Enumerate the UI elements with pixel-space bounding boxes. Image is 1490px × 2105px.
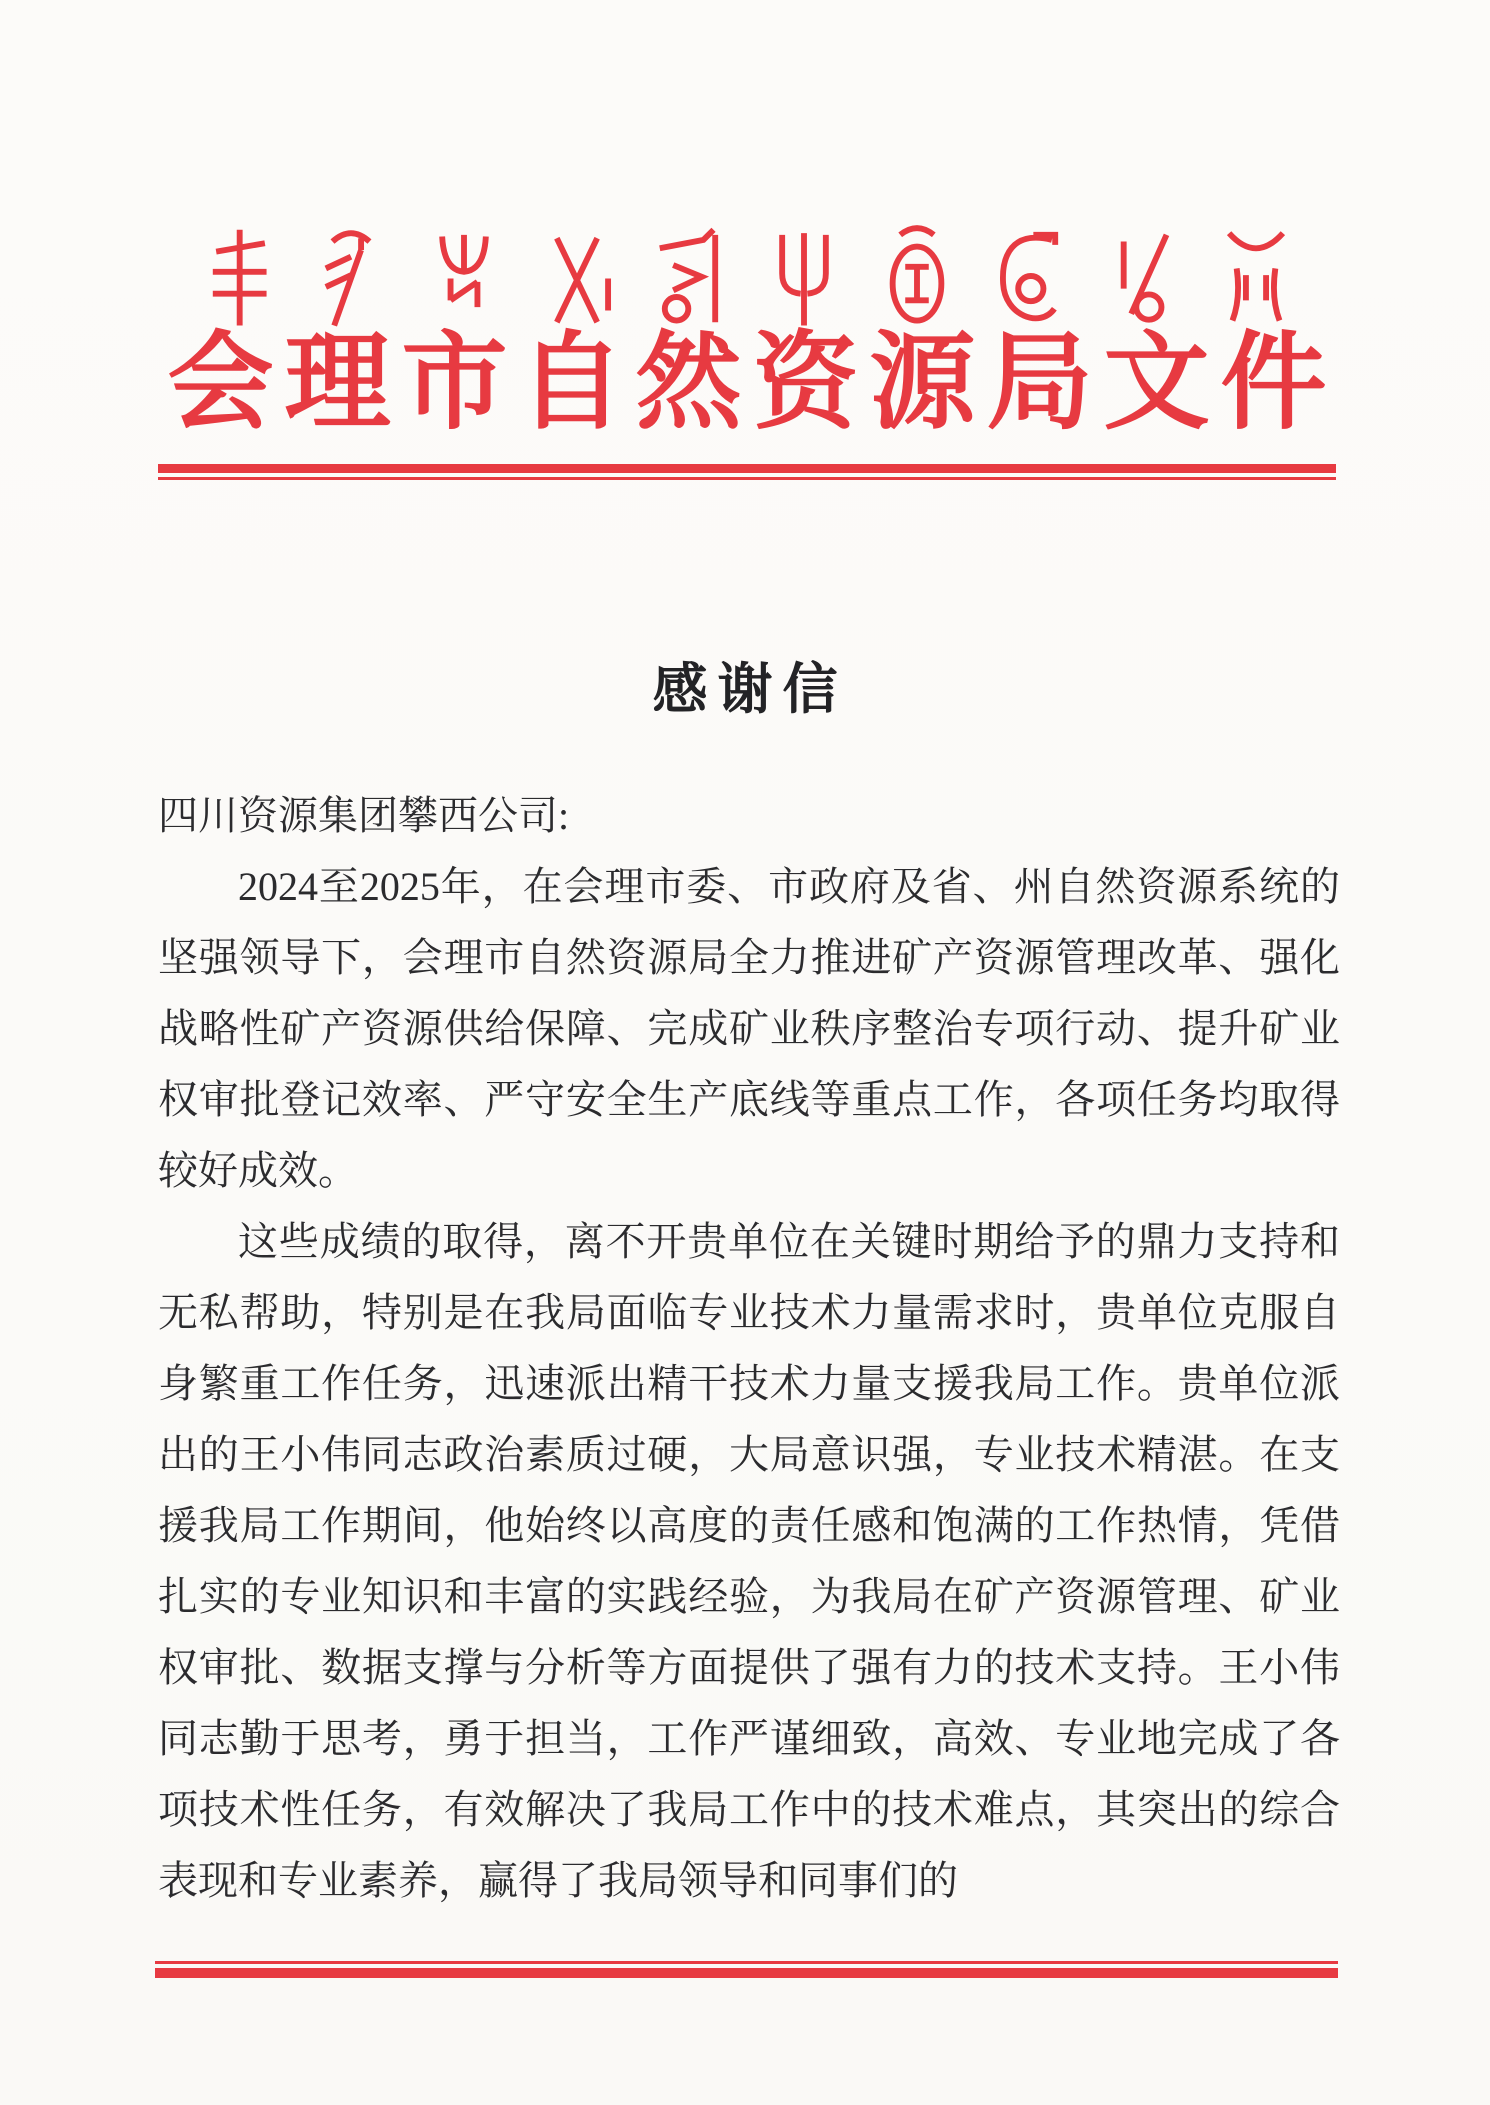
footer-rule-thin xyxy=(155,1961,1338,1964)
yi-glyph-7-icon xyxy=(875,220,959,332)
letter-body xyxy=(158,780,1340,1916)
footer-rule-thick xyxy=(155,1968,1338,1978)
header-rule-thin xyxy=(158,477,1336,480)
yi-glyph-5-icon xyxy=(648,220,732,332)
header-double-rule xyxy=(158,464,1336,480)
yi-glyph-1-icon xyxy=(196,220,280,332)
paragraph-1: 2024至2025年，在会理市委、市政府及省、州自然资源系统的坚强领导下，会理市自然资源局全力推进矿产资源管理改革、强化战略性矿产资源供给保障、完成矿业秩序整治专项行动、提升矿业权审批登记效率、严守安全生产底线等重点工作，各项任务均取得较好成效。 xyxy=(158,864,1340,1193)
agency-title: 会理市自然资源局文件 xyxy=(167,325,1338,442)
yi-glyph-8-icon xyxy=(988,220,1072,332)
yi-glyph-3-icon xyxy=(422,220,506,332)
salutation: 四川资源集团攀西公司: xyxy=(158,793,570,838)
yi-glyph-2-icon xyxy=(309,220,393,332)
footer-double-rule xyxy=(155,1961,1338,1978)
yi-script-row xyxy=(196,220,1298,332)
paragraph-2: 这些成绩的取得，离不开贵单位在关键时期给予的鼎力支持和无私帮助，特别是在我局面临专业技术力量需求时，贵单位克服自身繁重工作任务，迅速派出精干技术力量支援我局工作。贵单位派出的王小伟同志政治素质过硬，大局意识强，专业技术精湛。在支援我局工作期间，他始终以高度的责任感和饱满的工作热情，凭借扎实的专业知识和丰富的实践经验，为我局在矿产资源管理、矿业权审批、数据支撑与分析等方面提供了强有力的技术支持。王小伟同志勤于思考，勇于担当，工作严谨细致，高效、专业地完成了各项技术性任务，有效解决了我局工作中的技术难点，其突出的综合表现和专业素养，赢得了我局领导和同事们的 xyxy=(158,1219,1340,1903)
yi-glyph-4-icon xyxy=(535,220,619,332)
yi-glyph-6-icon xyxy=(762,220,846,332)
letter-title: 感谢信 xyxy=(652,659,848,720)
yi-glyph-10-icon xyxy=(1214,220,1298,332)
header-rule-thick xyxy=(158,464,1336,473)
yi-glyph-9-icon xyxy=(1101,220,1185,332)
